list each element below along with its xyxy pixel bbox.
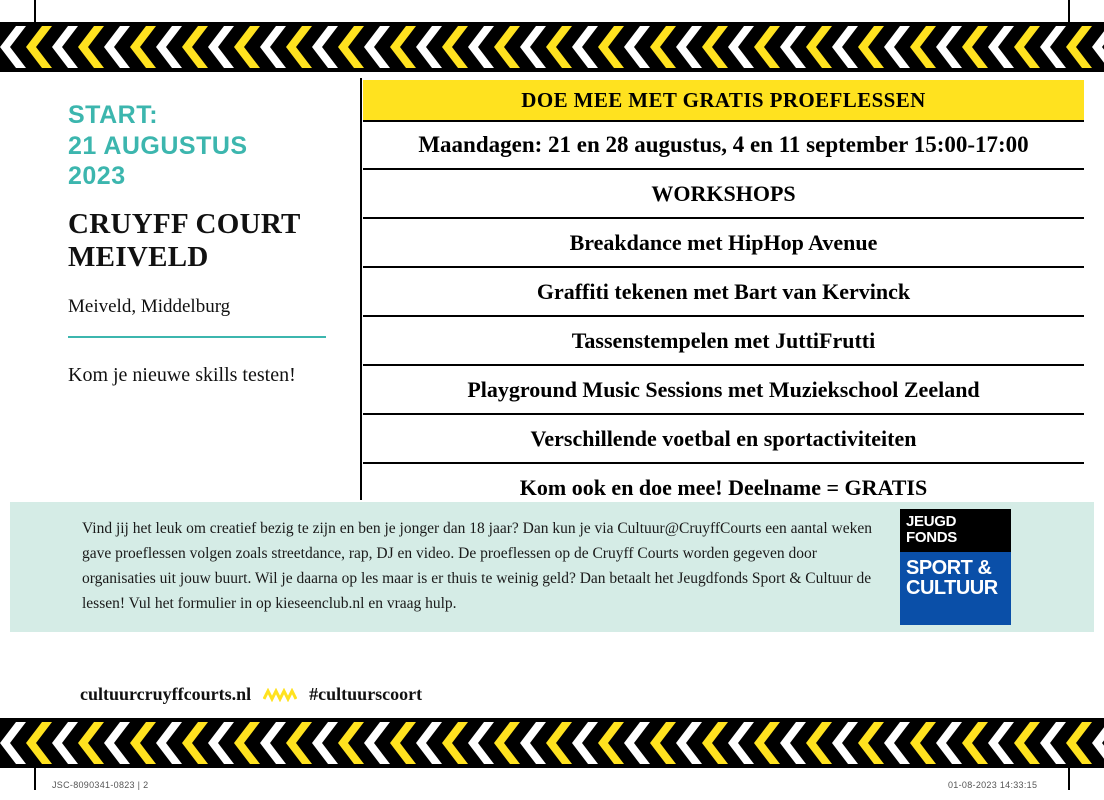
jeugdfonds-logo	[900, 509, 1011, 625]
table-row: Playground Music Sessions met Muziekschool Zeeland	[363, 366, 1084, 415]
table-row-workshops-label: WORKSHOPS	[363, 170, 1084, 219]
crop-mark-top-left-v	[34, 0, 36, 22]
start-label-line2: 21 AUGUSTUS	[68, 131, 248, 160]
start-date-label	[68, 100, 344, 192]
program-table	[363, 80, 1084, 511]
crop-mark-bottom-right-v	[1068, 768, 1070, 790]
jeugdfonds-logo-line4: CULTUUR	[906, 577, 998, 600]
court-name-line2: MEIVELD	[68, 240, 209, 273]
column-divider	[360, 78, 362, 500]
tagline-text: Kom je nieuwe skills testen!	[68, 364, 296, 387]
chevron-arrow-icon	[1088, 718, 1104, 768]
website-link[interactable]: cultuurcruyffcourts.nl	[80, 684, 252, 704]
jeugdfonds-logo-bottom	[900, 552, 1011, 599]
court-name	[68, 208, 344, 275]
court-address: Meiveld, Middelburg	[68, 296, 231, 318]
jeugdfonds-logo-line1: JEUGD	[906, 513, 957, 530]
print-mark-right: 01-08-2023 14:33:15	[948, 780, 1038, 790]
crop-mark-bottom-left-v	[34, 768, 36, 790]
table-row-dates: Maandagen: 21 en 28 augustus, 4 en 11 september 15:00-17:00	[363, 122, 1084, 170]
hashtag-text: #cultuurscoort	[309, 684, 423, 704]
table-row: Breakdance met HipHop Avenue	[363, 219, 1084, 268]
crop-mark-top-right-v	[1068, 0, 1070, 22]
start-label-line1: START:	[68, 101, 159, 129]
start-label-line3: 2023	[68, 162, 126, 190]
table-header-row: DOE MEE MET GRATIS PROEFLESSEN	[363, 80, 1084, 122]
jeugdfonds-logo-top	[900, 509, 1011, 552]
table-row: Graffiti tekenen met Bart van Kervinck	[363, 268, 1084, 317]
footer-links	[80, 684, 422, 705]
zigzag-icon	[263, 688, 297, 702]
print-mark-left: JSC-8090341-0823 | 2	[52, 780, 149, 790]
court-name-line1: CRUYFF COURT	[68, 207, 301, 240]
table-row: Tassenstempelen met JuttiFrutti	[363, 317, 1084, 366]
chevron-bar-top	[0, 22, 1104, 72]
table-row: Verschillende voetbal en sportactiviteiten	[363, 415, 1084, 464]
table-row: Kom ook en doe mee! Deelname = GRATIS	[519, 474, 928, 500]
left-info-column	[68, 100, 344, 389]
chevron-arrow-icon	[1088, 22, 1104, 72]
jeugdfonds-logo-line2: FONDS	[906, 529, 958, 546]
jeugdfonds-logo-line3: SPORT &	[906, 557, 992, 579]
teal-divider	[68, 336, 326, 338]
chevron-bar-bottom	[0, 718, 1104, 768]
info-paragraph: Vind jij het leuk om creatief bezig te zijn en ben je jonger dan 18 jaar? Dan kun je via Cultuur@CruyffCourts een aantal weken gave proeflessen volgen zoals streetdance, rap, DJ en video. De proeflessen op de Cruyff Courts worden gegeven door organisaties uit jouw buurt. Wil je daarna op les maar is er thuis te weinig geld? Dan betaalt het Jeugdfonds Sport & Cultuur de lessen! Vul het formulier in op kieseenclub.nl en vraag hulp.	[82, 520, 872, 613]
